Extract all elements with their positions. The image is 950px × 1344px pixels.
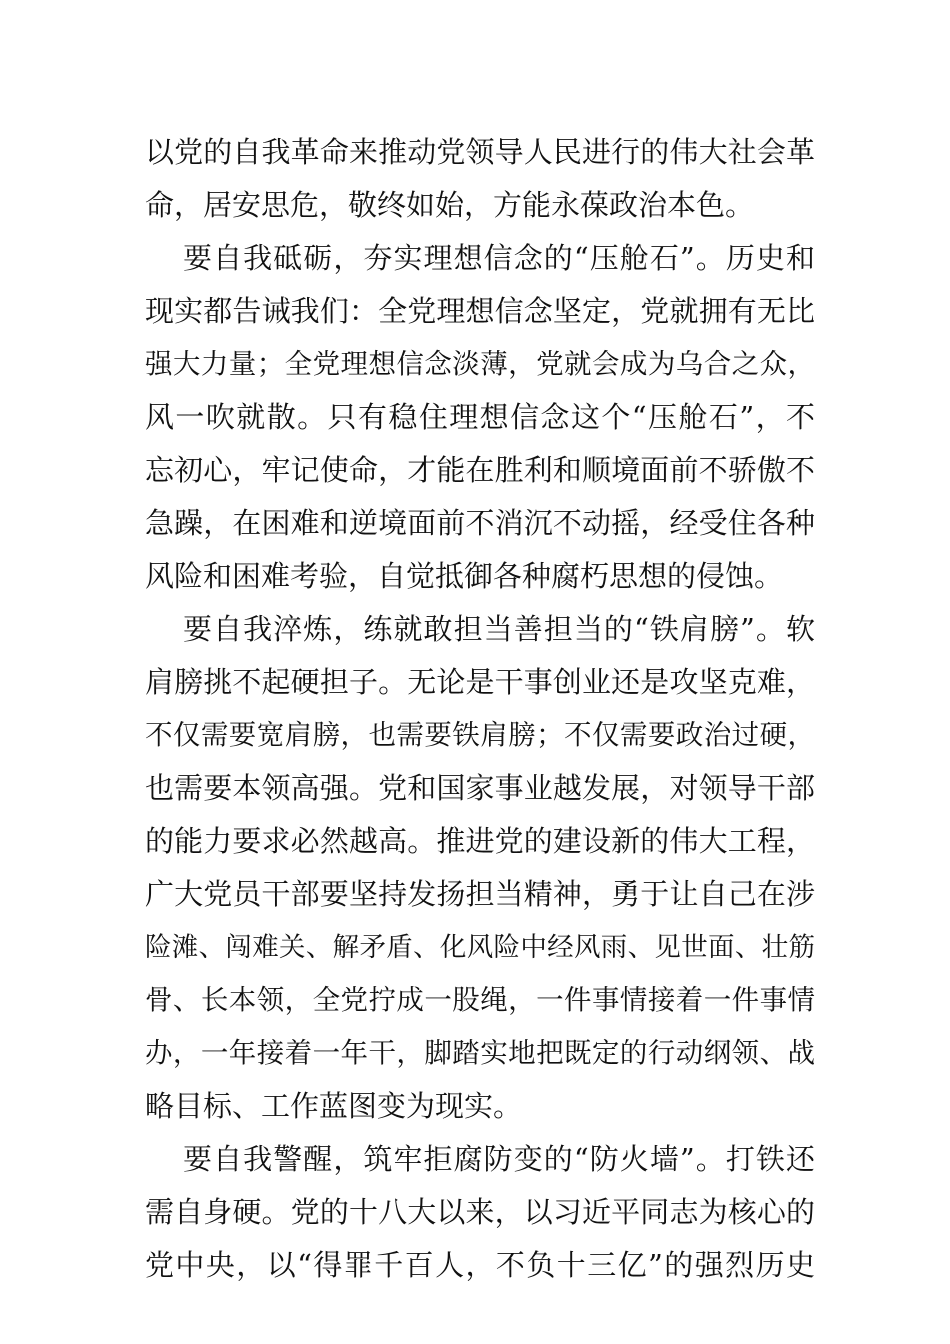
text-line: 风一吹就散。只有稳住理想信念这个“压舱石”，不 [145, 400, 815, 434]
text-line: 风险和困难考验，自觉抵御各种腐朽思想的侵蚀。 [145, 559, 784, 593]
text-line: 也需要本领高强。党和国家事业越发展，对领导干部 [145, 771, 815, 805]
text-line: 的能力要求必然越高。推进党的建设新的伟大工程， [145, 824, 815, 858]
text-line: 肩膀挑不起硬担子。无论是干事创业还是攻坚克难， [145, 665, 815, 699]
text-line: 略目标、工作蓝图变为现实。 [145, 1089, 523, 1123]
text-line: 强大力量；全党理想信念淡薄，党就会成为乌合之众， [145, 348, 815, 380]
text-line: 需自身硬。党的十八大以来，以习近平同志为核心的 [145, 1195, 815, 1229]
text-line: 不仅需要宽肩膀，也需要铁肩膀；不仅需要政治过硬， [145, 719, 815, 751]
text-line: 要自我砥砺，夯实理想信念的“压舱石”。历史和 [183, 241, 815, 275]
text-line: 命，居安思危，敬终如始，方能永葆政治本色。 [145, 188, 755, 222]
text-line: 党中央，以“得罪千百人，不负十三亿”的强烈历史 [145, 1248, 815, 1282]
text-line: 忘初心，牢记使命，才能在胜利和顺境面前不骄傲不 [145, 453, 815, 487]
text-line: 急躁，在困难和逆境面前不消沉不动摇，经受住各种 [145, 506, 815, 540]
text-line: 要自我警醒，筑牢拒腐防变的“防火墙”。打铁还 [183, 1142, 815, 1176]
text-line: 以党的自我革命来推动党领导人民进行的伟大社会革 [145, 135, 815, 169]
text-line: 险滩、闯难关、解矛盾、化风险中经风雨、见世面、壮筋 [145, 932, 815, 963]
text-line: 广大党员干部要坚持发扬担当精神，勇于让自己在涉 [145, 877, 815, 911]
text-line: 现实都告诫我们：全党理想信念坚定，党就拥有无比 [145, 294, 815, 328]
text-line: 骨、长本领，全党拧成一股绳，一件事情接着一件事情 [145, 984, 815, 1016]
body-text [145, 126, 815, 1292]
text-line: 办，一年接着一年干，脚踏实地把既定的行动纲领、战 [145, 1037, 815, 1069]
text-line: 要自我淬炼，练就敢担当善担当的“铁肩膀”。软 [183, 612, 815, 646]
